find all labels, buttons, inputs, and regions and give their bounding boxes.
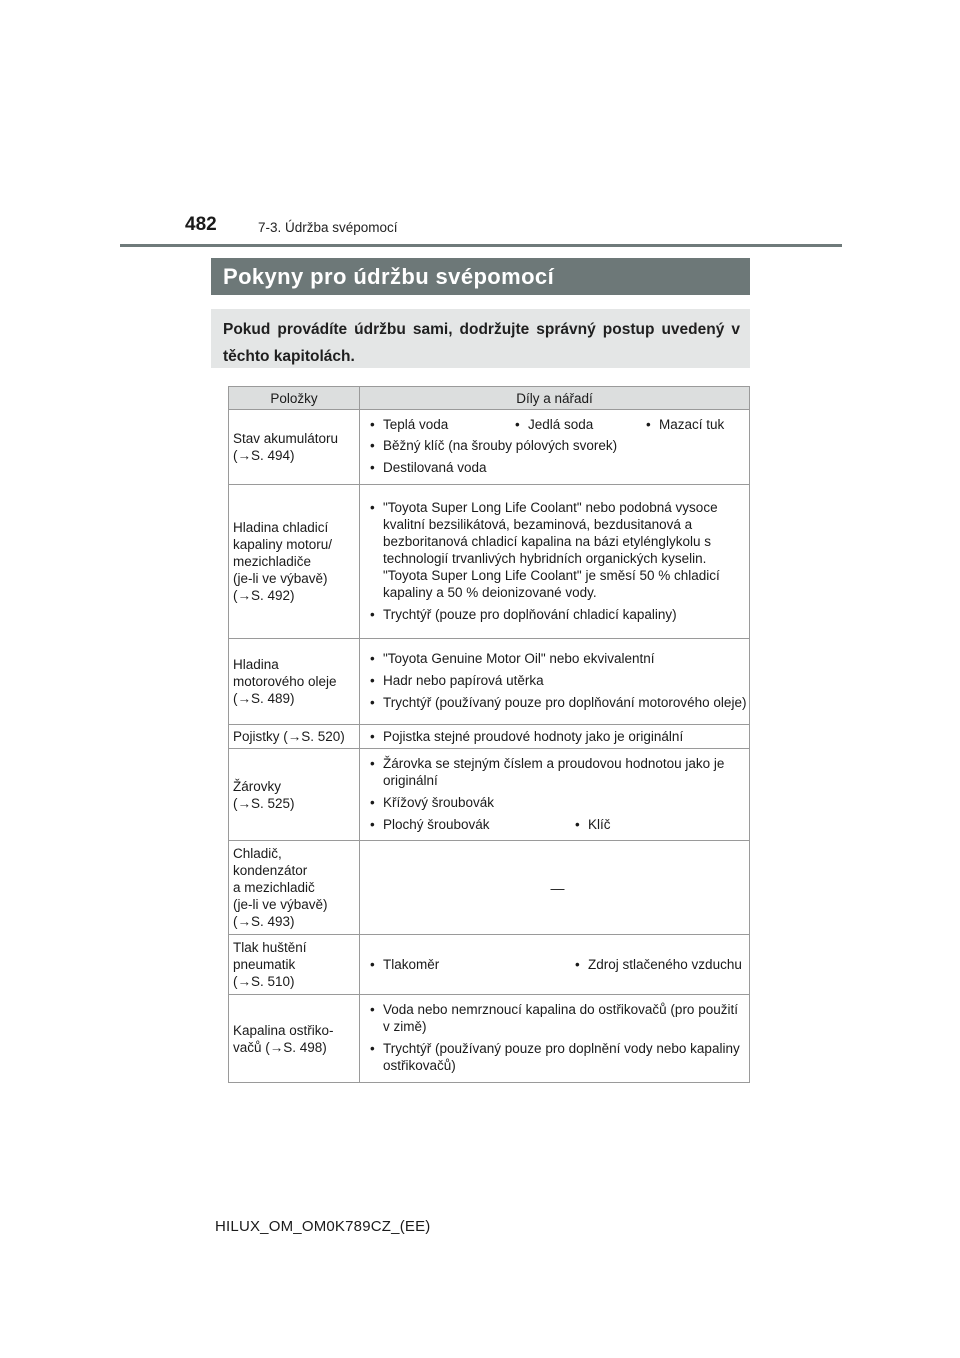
inline-list: [368, 956, 747, 973]
table-row: [229, 841, 750, 935]
document-code-footer: HILUX_OM_OM0K789CZ_(EE): [215, 1218, 431, 1235]
item-line: pneumatik: [233, 957, 296, 972]
item-line: (→S. 489): [233, 691, 295, 706]
item-line: kondenzátor: [233, 863, 308, 878]
list-item: • Trychtýř (pouze pro doplňování chladicí kapaliny): [368, 606, 747, 623]
item-line: Chladič,: [233, 846, 282, 861]
item-line: (→S. 494): [233, 448, 295, 463]
item-line: Kapalina ostřiko-: [233, 1022, 334, 1038]
item-line: Hladina: [233, 657, 279, 672]
intro-box: [211, 309, 750, 368]
item-cell: [229, 749, 360, 841]
header-divider: [120, 244, 842, 247]
table-row: [229, 639, 750, 725]
column-header-parts: Díly a nářadí: [360, 387, 750, 410]
page-title: Pokyny pro údržbu svépomocí: [223, 263, 555, 289]
item-line: (→S. 510): [233, 974, 295, 989]
list-item: • Trychtýř (používaný pouze pro doplnění vody nebo kapaliny ostřikovačů): [368, 1040, 747, 1074]
parts-cell: [360, 935, 750, 995]
item-line: Žárovky: [233, 778, 282, 794]
list-item: • Teplá voda: [368, 416, 513, 433]
table-row: [229, 935, 750, 995]
list-item: [368, 499, 747, 601]
table-header-row: [229, 387, 750, 410]
inline-list: [368, 416, 747, 433]
item-line: motorového oleje: [233, 674, 337, 689]
coolant-spec: "Toyota Super Long Life Coolant" nebo podobná vysoce kvalitní bezsilikátová, bezaminová, bezdusitanová a bezboritanová chladicí kapalina na bázi etylénglykolu s technologií trvanlivých hybridních organických kyselin.: [383, 499, 718, 566]
table-row: [229, 485, 750, 639]
item-line: (→S. 492): [233, 588, 295, 603]
list-item: • Klíč: [573, 816, 611, 833]
section-label: 7-3. Údržba svépomocí: [258, 220, 398, 235]
item-line: (→S. 493): [233, 914, 295, 929]
list-item: • Zdroj stlačeného vzduchu: [573, 956, 742, 973]
list-item: • "Toyota Genuine Motor Oil" nebo ekvivalentní: [368, 650, 747, 667]
page-number: 482: [185, 214, 217, 235]
item-line: (je-li ve výbavě): [233, 571, 328, 586]
item-cell: [229, 725, 360, 749]
item-line: Pojistky (→S. 520): [233, 729, 345, 744]
item-line: vačů (→S. 498): [233, 1039, 327, 1055]
parts-cell: [360, 749, 750, 841]
item-cell: [229, 935, 360, 995]
list-item: • Křížový šroubovák: [368, 794, 747, 811]
item-cell: [229, 485, 360, 639]
list-item: • Jedlá soda: [513, 416, 644, 433]
list-item: • Mazací tuk: [644, 416, 724, 433]
empty-dash: —: [550, 879, 565, 896]
list-item: • Pojistka stejné proudové hodnoty jako je originální: [368, 728, 747, 745]
item-line: (→S. 525): [233, 795, 295, 811]
inline-list: [368, 816, 747, 833]
list-item: • Plochý šroubovák: [368, 816, 573, 833]
item-cell: [229, 410, 360, 485]
item-line: Tlak huštění: [233, 940, 307, 955]
parts-cell: [360, 995, 750, 1083]
list-item: • Běžný klíč (na šrouby pólových svorek): [368, 437, 747, 454]
parts-table: [228, 386, 750, 1083]
table-row: [229, 749, 750, 841]
parts-cell: [360, 725, 750, 749]
intro-text: Pokud provádíte údržbu sami, dodržujte správný postup uvedený v těchto kapitolách.: [223, 321, 740, 365]
item-line: (je-li ve výbavě): [233, 897, 328, 912]
item-line: Stav akumulátoru: [233, 431, 339, 446]
parts-cell: [360, 485, 750, 639]
item-line: kapaliny motoru/: [233, 537, 333, 552]
list-item: • Destilovaná voda: [368, 459, 747, 476]
list-item: • Žárovka se stejným číslem a proudovou hodnotou jako je originální: [368, 755, 747, 789]
parts-cell: [360, 410, 750, 485]
parts-cell-empty: [360, 841, 750, 935]
item-cell: [229, 995, 360, 1083]
list-item: • Hadr nebo papírová utěrka: [368, 672, 747, 689]
item-line: a mezichladič: [233, 880, 315, 895]
table-row: [229, 995, 750, 1083]
list-item: • Trychtýř (používaný pouze pro doplňování motorového oleje): [368, 694, 747, 711]
item-line: Hladina chladicí: [233, 520, 329, 535]
table-row: [229, 410, 750, 485]
list-item: • Voda nebo nemrznoucí kapalina do ostřikovačů (pro použití v zimě): [368, 1001, 747, 1035]
parts-cell: [360, 639, 750, 725]
title-bar: [211, 258, 750, 295]
list-item: • Tlakoměr: [368, 956, 573, 973]
column-header-items: Položky: [229, 387, 360, 410]
table-row: [229, 725, 750, 749]
item-line: mezichladiče: [233, 554, 312, 569]
coolant-note: "Toyota Super Long Life Coolant" je směsí 50 % chladicí kapaliny a 50 % deionizované vody.: [383, 567, 720, 600]
item-cell: [229, 639, 360, 725]
item-cell: [229, 841, 360, 935]
